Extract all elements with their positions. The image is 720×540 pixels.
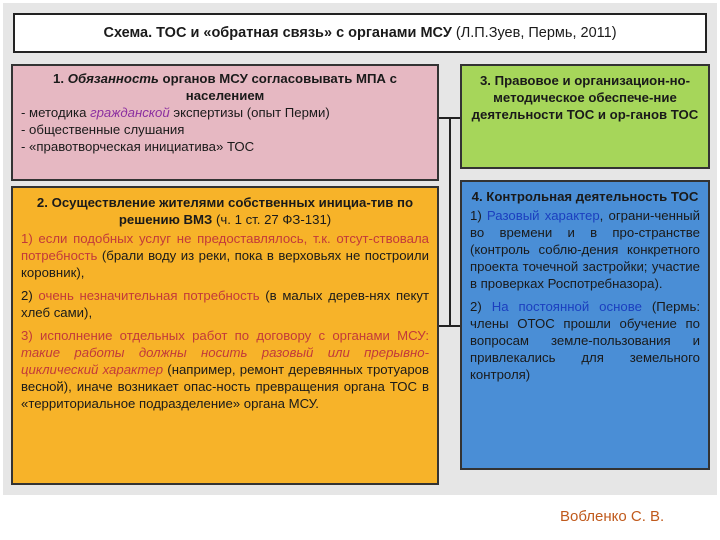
title-main: Схема. ТОС и «обратная связь» с органами МСУ — [103, 25, 452, 41]
box-1-item-initiative: - «правотворческая инициатива» ТОС — [21, 139, 255, 154]
box-1-heading: 1. Обязанность органов МСУ согласовывать МПА с населением — [53, 71, 397, 103]
box-4-control-activity — [460, 180, 710, 470]
connector-box3 — [449, 117, 460, 119]
box-3-legal-support — [460, 64, 710, 169]
box-4-item-2: 2) На постоянной основе (Пермь: члены ОТОС прошли обучение по вопросам земле-пользования и привлекались для земельного контроля) — [470, 299, 701, 382]
connector-box2 — [439, 325, 460, 327]
box-2-own-initiatives — [11, 186, 439, 485]
box-2-item-3: 3) исполнение отдельных работ по договору с органами МСУ: такие работы должны носить разовый или прерывно-циклический характер (например, ремонт деревянных тротуаров весной), иначе возникает опас-ность превращения органа ТОС в «территориальное подразделение» органа МСУ. — [21, 328, 429, 411]
box-1-item-hearings: - общественные слушания — [21, 122, 185, 137]
box-2-item-1: 1) если подобных услуг не предоставлялось, т.к. отсут-ствовала потребность (брали воду из реки, пока в верховьях не построили коровник), — [21, 231, 429, 280]
box-1-npa-approval — [11, 64, 439, 181]
title-source: (Л.П.Зуев, Пермь, 2011) — [451, 25, 617, 41]
box-2-item-2: 2) очень незначительная потребность (в малых дерев-нях пекут хлеб сами), — [21, 288, 430, 320]
box-2-heading: 2. Осуществление жителями собственных инициа-тив по решению ВМЗ (ч. 1 ст. 27 ФЗ-131) — [36, 195, 414, 227]
box-3-heading: 3. Правовое и организацион-но-методическое обеспече-ние деятельности ТОС и ор-ганов ТОС — [471, 73, 699, 122]
connector-vertical — [449, 117, 451, 327]
diagram-title — [13, 13, 707, 53]
author-credit: Вобленко С. В. — [560, 508, 665, 525]
box-1-item-expertise: - методика гражданской экспертизы (опыт Перми) — [21, 105, 330, 120]
box-4-item-1: 1) Разовый характер, ограни-ченный во времени и в про-странстве (контроль соблю-дения конкретного проекта точечной застройки; участие в проверках Роспотребназора). — [470, 208, 700, 291]
box-4-heading: 4. Контрольная деятельность ТОС — [471, 189, 699, 204]
